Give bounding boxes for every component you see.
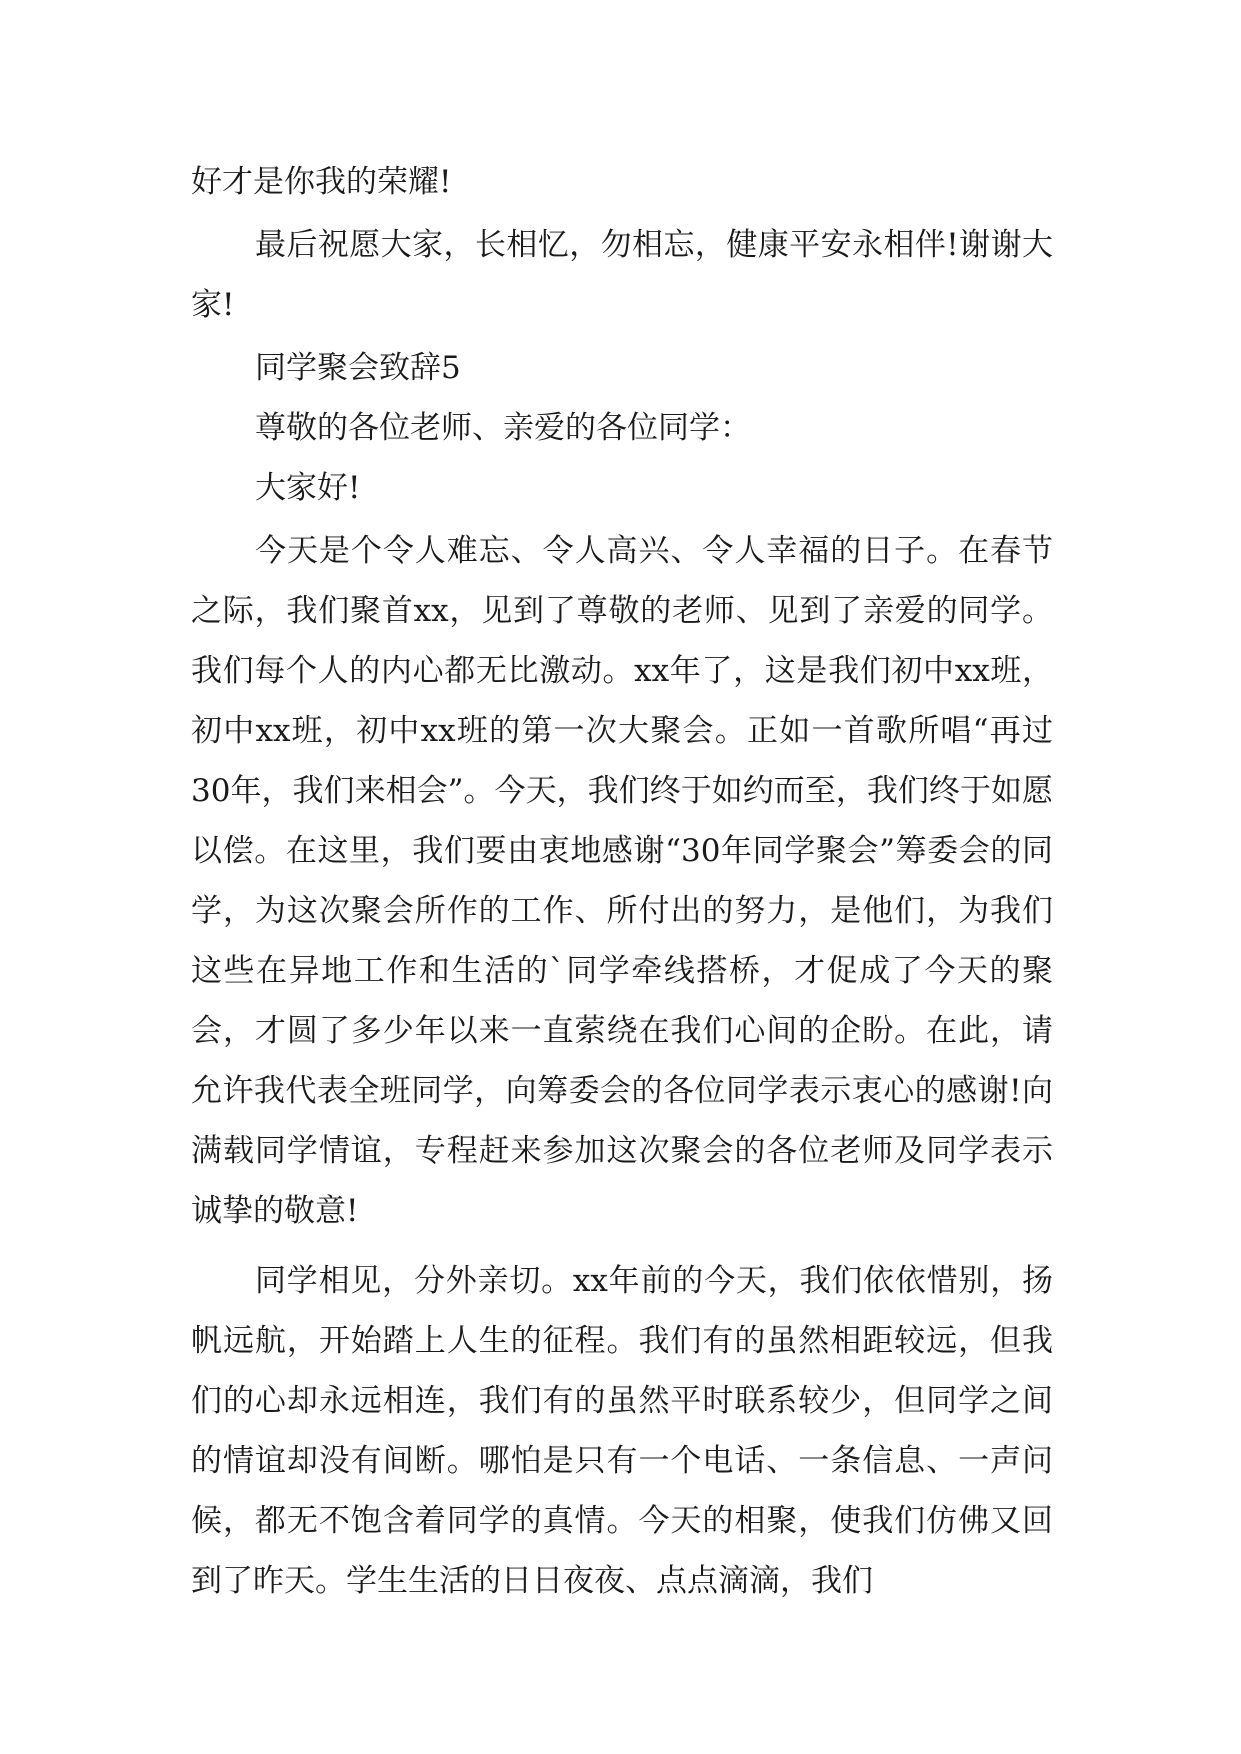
paragraph-closing-fragment: 好才是你我的荣耀! — [191, 164, 452, 200]
paragraph-opening: 今天是个令人难忘、令人高兴、令人幸福的日子。在春节之际，我们聚首xx，见到了尊敬的老师、见到了亲爱的同学。我们每个人的内心都无比激动。xx年了，这是我们初中xx班，初中xx班，初中xx班的第一次大聚会。正如一首歌所唱“再过30年，我们来相会”。今天，我们终于如约而至，我们终于如愿以偿。在这里，我们要由衷地感谢“30年同学聚会”筹委会的同学，为这次聚会所作的工作、所付出的努力，是他们，为我们这些在异地工作和生活的`同学牵线搭桥，才促成了今天的聚会，才圆了多少年以来一直萦绕在我们心间的企盼。在此，请允许我代表全班同学，向筹委会的各位同学表示衷心的感谢!向满载同学情谊，专程赶来参加这次聚会的各位老师及同学表示诚挚的敬意! — [191, 533, 1053, 1229]
salutation: 尊敬的各位老师、亲爱的各位同学： — [255, 410, 751, 446]
section-heading: 同学聚会致辞5 — [255, 350, 461, 386]
document-body — [191, 152, 1053, 1611]
paragraph-reunion: 同学相见，分外亲切。xx年前的今天，我们依依惜别，扬帆远航，开始踏上人生的征程。我们有的虽然相距较远，但我们的心却永远相连，我们有的虽然平时联系较少，但同学之间的情谊却没有间断。哪怕是只有一个电话、一条信息、一声问候，都无不饱含着同学的真情。今天的相聚，使我们仿佛又回到了昨天。学生生活的日日夜夜、点点滴滴，我们 — [191, 1263, 1053, 1599]
paragraph-closing-wishes: 最后祝愿大家，长相忆，勿相忘，健康平安永相伴!谢谢大家! — [191, 227, 1053, 323]
greeting: 大家好! — [255, 470, 361, 506]
